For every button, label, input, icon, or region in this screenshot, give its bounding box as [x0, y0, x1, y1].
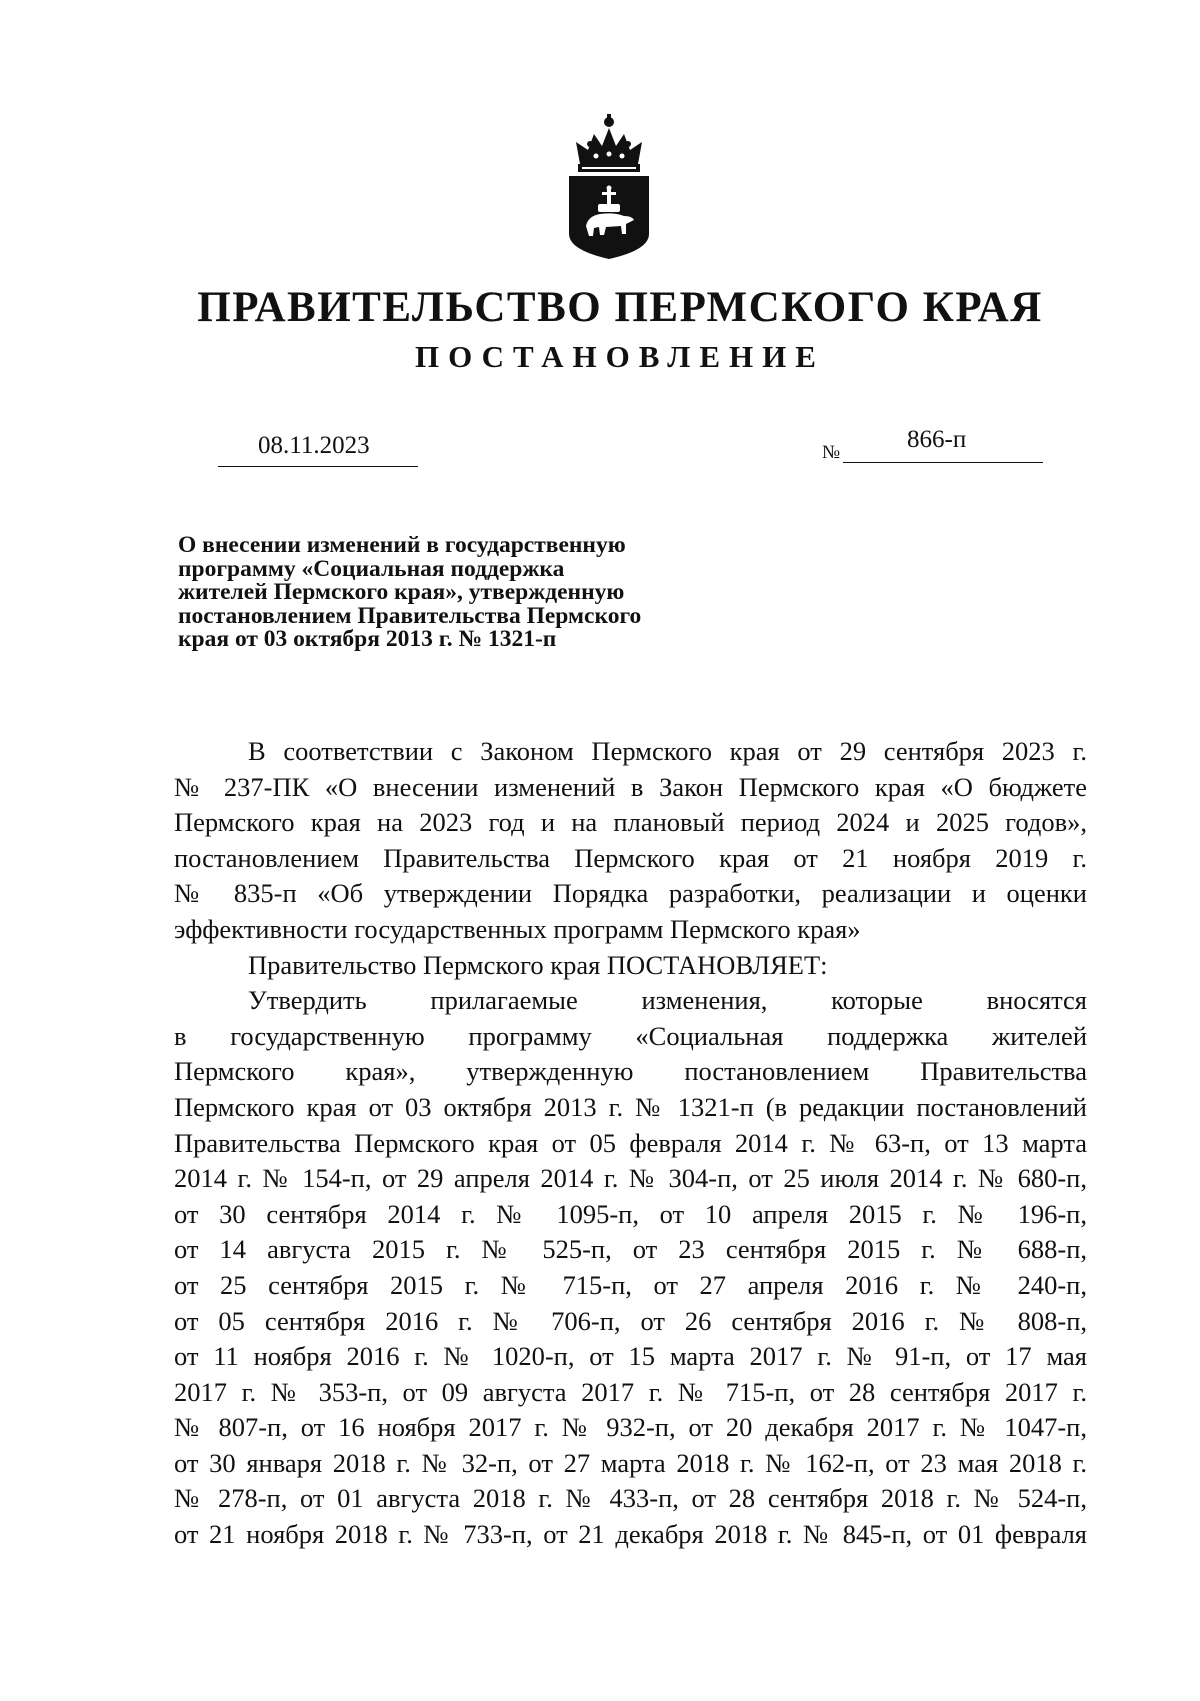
- subject-line: края от 03 октября 2013 г. № 1321-п: [178, 626, 557, 652]
- document-body: [174, 734, 1087, 1553]
- body-line: от 25 сентября 2015 г. № 715-п, от 27 апреля 2016 г. № 240-п,: [174, 1269, 1087, 1300]
- body-line: Пермского края», утвержденную постановлением Правительства: [174, 1056, 1087, 1087]
- subject-line: постановлением Правительства Пермского: [178, 602, 642, 629]
- paragraph-legal-basis: [174, 734, 1087, 948]
- body-line: от 30 января 2018 г. № 32-п, от 27 марта 2018 г. № 162-п, от 23 мая 2018 г.: [174, 1447, 1087, 1478]
- document-number: 866-п: [907, 426, 967, 453]
- body-line: от 05 сентября 2016 г. № 706-п, от 26 сентября 2016 г. № 808-п,: [174, 1305, 1087, 1336]
- body-line: 2014 г. № 154-п, от 29 апреля 2014 г. № 304-п, от 25 июля 2014 г. № 680-п,: [174, 1163, 1087, 1194]
- subject-line: программу «Социальная поддержка: [178, 555, 565, 582]
- body-line: 2017 г. № 353-п, от 09 августа 2017 г. № 715-п, от 28 сентября 2017 г.: [174, 1376, 1087, 1407]
- subject-line: О внесении изменений в государственную: [178, 532, 626, 558]
- body-line: Пермского края от 03 октября 2013 г. № 1321-п (в редакции постановлений: [174, 1091, 1087, 1122]
- body-line: Утвердить прилагаемые изменения, которые вносятся: [248, 985, 1087, 1016]
- body-line: № 807-п, от 16 ноября 2017 г. № 932-п, от 20 декабря 2017 г. № 1047-п,: [174, 1412, 1087, 1443]
- body-line: В соответствии с Законом Пермского края от 29 сентября 2023 г.: [248, 736, 1087, 766]
- body-line: от 14 августа 2015 г. № 525-п, от 23 сентября 2015 г. № 688-п,: [174, 1234, 1087, 1265]
- body-line: Правительства Пермского края от 05 февраля 2014 г. № 63-п, от 13 марта: [174, 1127, 1087, 1158]
- document-date: 08.11.2023: [258, 432, 370, 459]
- body-line: постановлением Правительства Пермского края от 21 ноября 2019 г.: [174, 842, 1087, 873]
- number-sign: №: [822, 442, 841, 463]
- body-line: № 278-п, от 01 августа 2018 г. № 433-п, от 28 сентября 2018 г. № 524-п,: [174, 1483, 1087, 1514]
- document-subject: [178, 534, 778, 652]
- document-type-title: ПОСТАНОВЛЕНИЕ: [415, 339, 825, 374]
- decree-statement: Правительство Пермского края ПОСТАНОВЛЯЕТ:: [248, 949, 828, 980]
- body-line: в государственную программу «Социальная поддержка жителей: [174, 1020, 1087, 1051]
- paragraph-approve-changes: [174, 983, 1087, 1553]
- document-date-field: [218, 428, 418, 467]
- body-line: № 835-п «Об утверждении Порядка разработки, реализации и оценки: [174, 878, 1087, 909]
- subject-line: жителей Пермского края», утвержденную: [178, 579, 625, 605]
- body-line: эффективности государственных программ Пермского края»: [174, 913, 861, 944]
- government-title: ПРАВИТЕЛЬСТВО ПЕРМСКОГО КРАЯ: [197, 284, 1043, 331]
- body-line: от 21 ноября 2018 г. № 733-п, от 21 декабря 2018 г. № 845-п, от 01 февраля: [174, 1519, 1087, 1550]
- body-line: № 237-ПК «О внесении изменений в Закон Пермского края «О бюджете: [174, 771, 1087, 802]
- body-line: от 11 ноября 2016 г. № 1020-п, от 15 марта 2017 г. № 91-п, от 17 мая: [174, 1341, 1087, 1372]
- perm-krai-coat-of-arms-icon: [566, 112, 652, 260]
- document-number-field: [843, 424, 1043, 463]
- body-line: от 30 сентября 2014 г. № 1095-п, от 10 апреля 2015 г. № 196-п,: [174, 1198, 1087, 1229]
- body-line: Пермского края на 2023 год и на плановый период 2024 и 2025 годов»,: [174, 807, 1087, 838]
